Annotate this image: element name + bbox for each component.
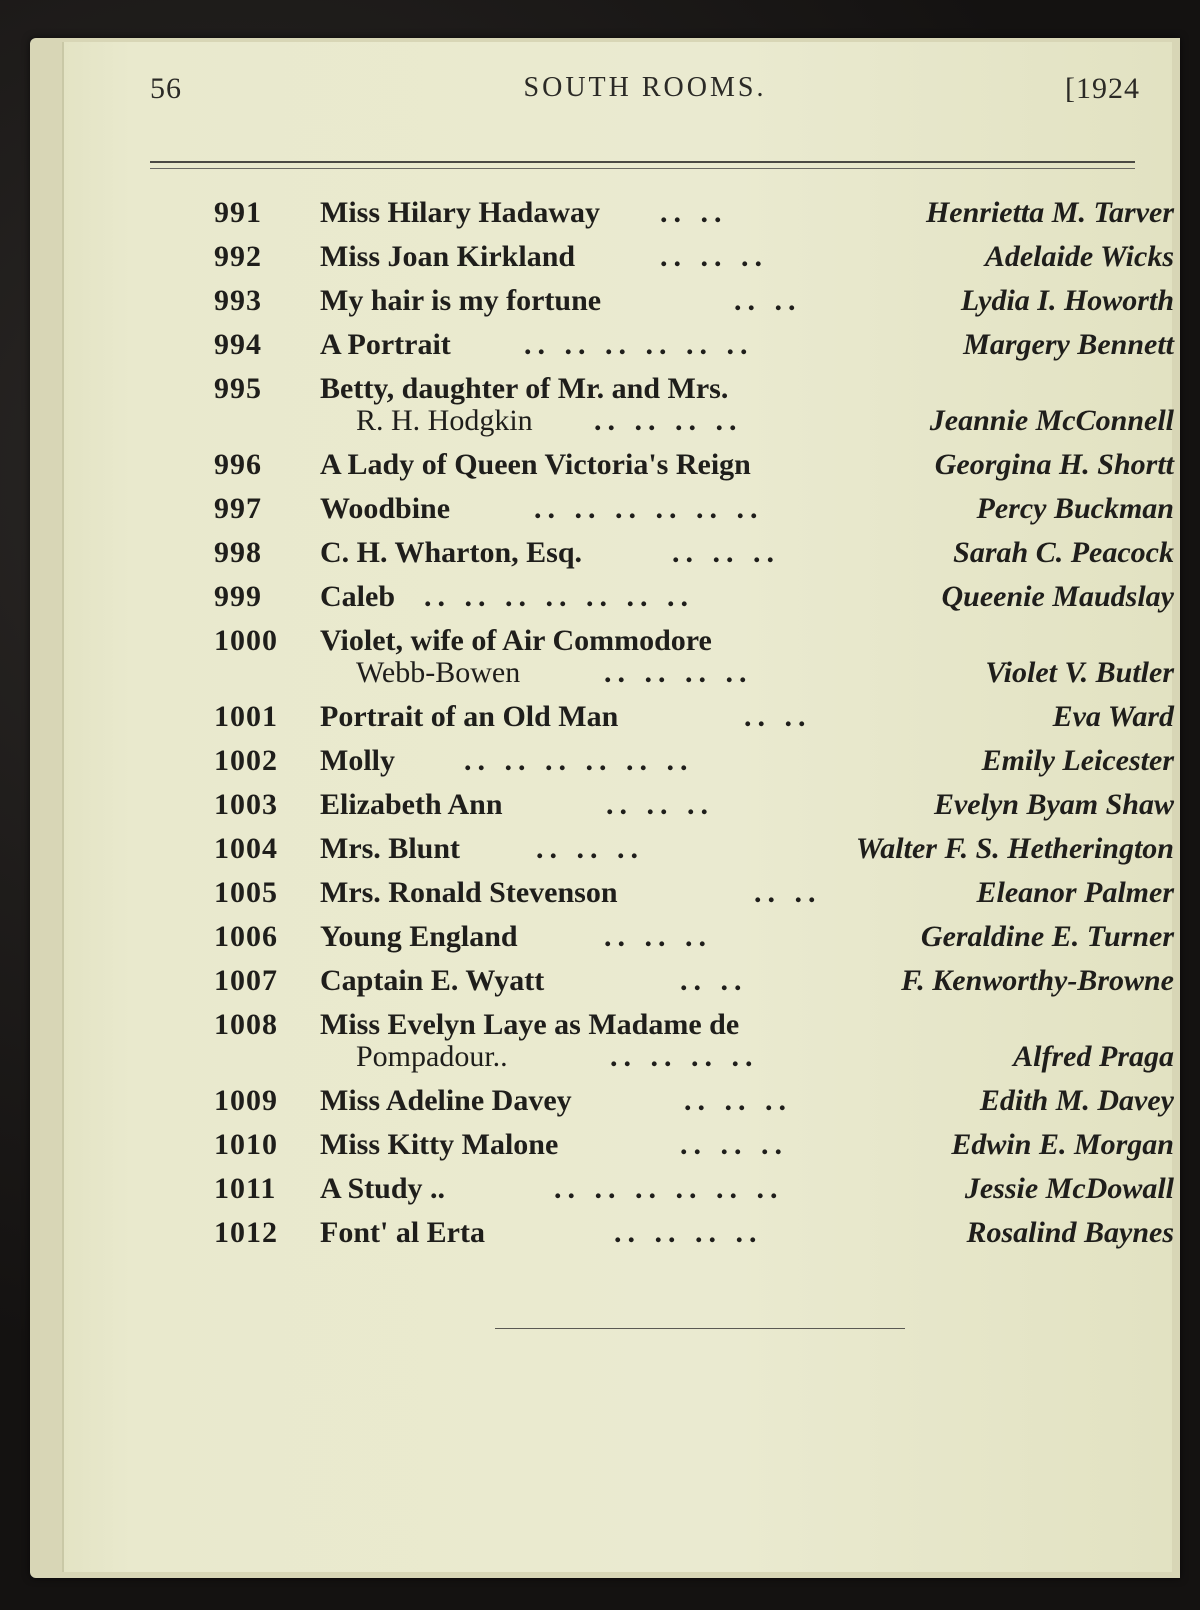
catalogue-entry bbox=[214, 240, 1174, 284]
catalogue-entry bbox=[214, 1128, 1174, 1172]
leader-dots: .. .. .. bbox=[606, 788, 714, 821]
running-title: SOUTH ROOMS. bbox=[523, 72, 767, 103]
entry-artist: Jessie McDowall bbox=[964, 1172, 1174, 1205]
page-header bbox=[150, 72, 1140, 122]
entry-artist: Walter F. S. Hetherington bbox=[855, 832, 1174, 865]
leader-dots: .. .. .. .. .. .. bbox=[464, 744, 694, 777]
leader-dots: .. .. .. .. .. .. .. bbox=[424, 580, 694, 613]
entry-artist: Jeannie McConnell bbox=[929, 404, 1174, 437]
entry-artist: Alfred Praga bbox=[1013, 1040, 1174, 1073]
entry-title: Font' al Erta bbox=[320, 1216, 485, 1249]
entry-artist: Lydia I. Howorth bbox=[960, 284, 1174, 317]
entry-number: 1011 bbox=[214, 1172, 277, 1205]
entry-title: Molly bbox=[320, 744, 395, 777]
leader-dots: .. .. .. .. bbox=[604, 656, 753, 689]
entry-artist: Henrietta M. Tarver bbox=[925, 196, 1174, 229]
entry-artist: Queenie Maudslay bbox=[941, 580, 1174, 613]
entry-artist: Georgina H. Shortt bbox=[934, 448, 1174, 481]
entry-title: A Portrait bbox=[320, 328, 451, 361]
entry-title: Miss Kitty Malone bbox=[320, 1128, 559, 1161]
header-rule bbox=[150, 161, 1135, 163]
entry-number: 1010 bbox=[214, 1128, 278, 1161]
catalogue-entry bbox=[214, 284, 1174, 328]
entry-title: Mrs. Ronald Stevenson bbox=[320, 876, 618, 909]
entry-title: Miss Joan Kirkland bbox=[320, 240, 576, 273]
year-label: [1924 bbox=[1065, 72, 1140, 105]
leader-dots: .. .. bbox=[680, 964, 748, 997]
catalogue-entry bbox=[214, 624, 1174, 700]
catalogue-entry bbox=[214, 580, 1174, 624]
entry-title: Miss Adeline Davey bbox=[320, 1084, 572, 1117]
entry-artist: Rosalind Baynes bbox=[966, 1216, 1174, 1249]
page-number: 56 bbox=[150, 72, 182, 105]
entry-number: 991 bbox=[214, 196, 262, 229]
catalogue-entry bbox=[214, 536, 1174, 580]
leader-dots: .. .. .. bbox=[684, 1084, 792, 1117]
catalogue-entry bbox=[214, 1172, 1174, 1216]
entry-title: Betty, daughter of Mr. and Mrs. bbox=[320, 372, 729, 405]
catalogue-entry bbox=[214, 196, 1174, 240]
leader-dots: .. .. .. .. bbox=[594, 404, 743, 437]
entry-title: Young England bbox=[320, 920, 518, 953]
leader-dots: .. .. .. .. .. .. bbox=[524, 328, 754, 361]
leader-dots: .. .. bbox=[754, 876, 822, 909]
entry-artist: Geraldine E. Turner bbox=[920, 920, 1174, 953]
catalogue-entry bbox=[214, 492, 1174, 536]
entry-number: 992 bbox=[214, 240, 262, 273]
catalogue-list bbox=[214, 196, 1174, 1260]
entry-artist: Evelyn Byam Shaw bbox=[933, 788, 1174, 821]
entry-number: 997 bbox=[214, 492, 262, 525]
entry-artist: Eva Ward bbox=[1052, 700, 1174, 733]
entry-artist: Sarah C. Peacock bbox=[953, 536, 1174, 569]
catalogue-entry bbox=[214, 1216, 1174, 1260]
catalogue-entry bbox=[214, 876, 1174, 920]
entry-title-continued: Webb-Bowen bbox=[356, 656, 521, 689]
entry-number: 999 bbox=[214, 580, 262, 613]
catalogue-entry bbox=[214, 448, 1174, 492]
entry-title-continued: R. H. Hodgkin bbox=[356, 404, 533, 437]
end-rule bbox=[495, 1328, 905, 1329]
entry-artist: Eleanor Palmer bbox=[976, 876, 1174, 909]
leader-dots: .. .. .. bbox=[672, 536, 780, 569]
leader-dots: .. .. .. .. bbox=[610, 1040, 759, 1073]
leader-dots: .. .. .. bbox=[660, 240, 768, 273]
entry-number: 1005 bbox=[214, 876, 278, 909]
leader-dots: .. .. .. .. .. .. bbox=[554, 1172, 784, 1205]
entry-title: Miss Evelyn Laye as Madame de bbox=[320, 1008, 740, 1041]
entry-title: Mrs. Blunt bbox=[320, 832, 461, 865]
leader-dots: .. .. .. bbox=[604, 920, 712, 953]
entry-title: My hair is my fortune bbox=[320, 284, 602, 317]
entry-artist: Violet V. Butler bbox=[985, 656, 1174, 689]
entry-artist: Emily Leicester bbox=[981, 744, 1174, 777]
leader-dots: .. .. bbox=[734, 284, 802, 317]
catalogue-entry bbox=[214, 788, 1174, 832]
leader-dots: .. .. .. .. bbox=[614, 1216, 763, 1249]
leader-dots: .. .. .. bbox=[536, 832, 644, 865]
leader-dots: .. .. .. .. .. .. bbox=[534, 492, 764, 525]
entry-number: 1004 bbox=[214, 832, 278, 865]
leader-dots: .. .. bbox=[660, 196, 728, 229]
entry-title: Violet, wife of Air Commodore bbox=[320, 624, 712, 657]
leader-dots: .. .. bbox=[744, 700, 812, 733]
entry-number: 1003 bbox=[214, 788, 278, 821]
entry-title: Portrait of an Old Man bbox=[320, 700, 619, 733]
catalogue-entry bbox=[214, 744, 1174, 788]
entry-number: 995 bbox=[214, 372, 262, 405]
entry-title: A Study .. bbox=[320, 1172, 446, 1205]
entry-title: C. H. Wharton, Esq. bbox=[320, 536, 583, 569]
entry-title: A Lady of Queen Victoria's Reign bbox=[320, 448, 751, 481]
entry-title-continued: Pompadour.. bbox=[356, 1040, 508, 1073]
entry-number: 1001 bbox=[214, 700, 278, 733]
entry-number: 996 bbox=[214, 448, 262, 481]
entry-artist: Percy Buckman bbox=[976, 492, 1174, 525]
entry-artist: Adelaide Wicks bbox=[984, 240, 1174, 273]
entry-title: Miss Hilary Hadaway bbox=[320, 196, 601, 229]
entry-artist: F. Kenworthy-Browne bbox=[901, 964, 1174, 997]
entry-title: Captain E. Wyatt bbox=[320, 964, 545, 997]
entry-artist: Edwin E. Morgan bbox=[951, 1128, 1174, 1161]
catalogue-entry bbox=[214, 920, 1174, 964]
catalogue-entry bbox=[214, 1084, 1174, 1128]
catalogue-entry bbox=[214, 1008, 1174, 1084]
entry-number: 1000 bbox=[214, 624, 278, 657]
entry-number: 1006 bbox=[214, 920, 278, 953]
entry-number: 998 bbox=[214, 536, 262, 569]
entry-title: Caleb bbox=[320, 580, 395, 613]
catalogue-entry bbox=[214, 700, 1174, 744]
entry-number: 993 bbox=[214, 284, 262, 317]
entry-number: 1012 bbox=[214, 1216, 278, 1249]
catalogue-entry bbox=[214, 964, 1174, 1008]
catalogue-entry bbox=[214, 832, 1174, 876]
catalogue-entry bbox=[214, 372, 1174, 448]
entry-number: 1008 bbox=[214, 1008, 278, 1041]
entry-artist: Margery Bennett bbox=[963, 328, 1174, 361]
entry-number: 1002 bbox=[214, 744, 278, 777]
catalogue-entry bbox=[214, 328, 1174, 372]
entry-number: 1009 bbox=[214, 1084, 278, 1117]
entry-artist: Edith M. Davey bbox=[979, 1084, 1174, 1117]
leader-dots: .. .. .. bbox=[680, 1128, 788, 1161]
entry-title: Elizabeth Ann bbox=[320, 788, 503, 821]
entry-number: 994 bbox=[214, 328, 262, 361]
entry-number: 1007 bbox=[214, 964, 278, 997]
header-rule-thin bbox=[150, 168, 1135, 169]
entry-title: Woodbine bbox=[320, 492, 451, 525]
